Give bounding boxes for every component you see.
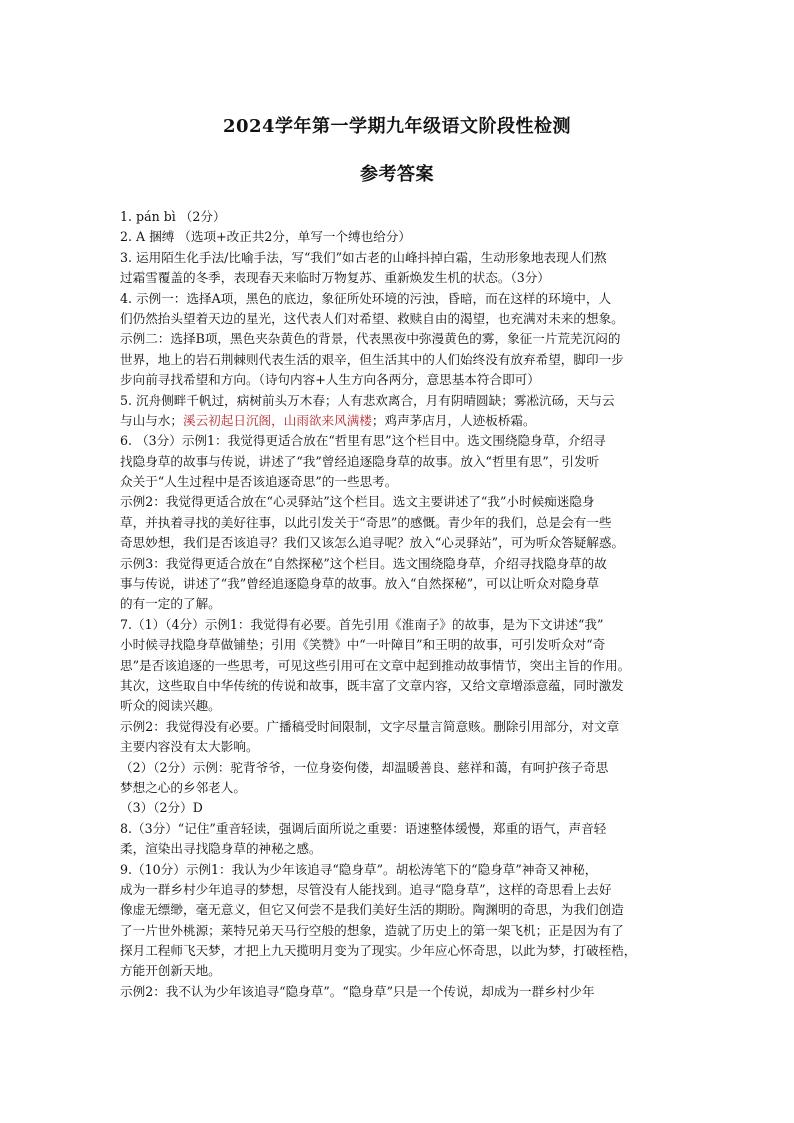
- answer-line: 小时候寻找隐身草做铺垫；引用《笑赞》中“一叶障目”和王明的故事，可引发听众对“奇: [120, 637, 606, 653]
- answer-line: 4. 示例一：选择A项，黑色的底边，象征所处环境的污浊，昏暗，而在这样的环境中，人: [120, 290, 612, 306]
- answer-line: 1. pán bì （2分）: [120, 209, 226, 224]
- answer-line: 示例3：我觉得更适合放在“自然探秘”这个栏目。选文围绕隐身草，介绍寻找隐身草的故: [120, 555, 607, 571]
- answer-line: 示例2：我不认为少年该追寻“隐身草”。“隐身草”只是一个传说，却成为一群乡村少年: [120, 983, 595, 999]
- answer-line: 了一片世外桃源；莱特兄弟天马行空般的想象，造就了历史上的第一架飞机；正是因为有了: [120, 922, 624, 938]
- answer-line: 示例二：选择B项，黑色夹杂黄色的背景，代表黑夜中弥漫黄色的雾，象征一片荒芜沉闷的: [120, 331, 621, 347]
- answer-line: （2）（2分）示例：驼背爷爷，一位身姿佝偻，却温暖善良、慈祥和蔼，有呵护孩子奇思: [120, 759, 609, 775]
- answer-line: 方能开创新天地。: [120, 963, 221, 979]
- page-title: 2024学年第一学期九年级语文阶段性检测: [222, 116, 572, 137]
- answer-line: （3）（2分）D: [120, 800, 203, 816]
- answer-line: 事与传说，讲述了“我”曾经追逐隐身草的故事。放入“自然探秘”，可以让听众对隐身草: [120, 576, 600, 592]
- answer-line: 奇思妙想，我们是否该追寻？我们又该怎么追寻呢？放入“心灵驿站”，可为听众答疑解惑。: [120, 535, 625, 551]
- line-suffix: ；鸡声茅店月，人迹板桥霜。: [371, 412, 536, 428]
- answer-line: 示例2：我觉得更适合放在“心灵驿站”这个栏目。选文主要讲述了“我”小时候痴迷隐身: [120, 494, 595, 510]
- answer-line: 听众的阅读兴趣。: [120, 698, 221, 714]
- answer-line: 其次，这些取自中华传统的传说和故事，既丰富了文章内容，又给文章增添意蕴，同时激发: [120, 677, 624, 693]
- answer-line: 5. 沉舟侧畔千帆过，病树前头万木春；人有悲欢离合，月有阴晴圆缺；雾凇沆砀，天与云: [120, 392, 615, 408]
- red-highlight-text: 溪云初起日沉阁，山雨欲来风满楼: [182, 412, 372, 428]
- answer-line: 世界，地上的岩石荆棘则代表生活的艰辛，但生活其中的人们始终没有放弃希望，脚印一步: [120, 351, 624, 367]
- answer-line: 草，并执着寻找的美好往事，以此引发关于“奇思”的感慨。青少年的我们，总是会有一些: [120, 514, 612, 530]
- answer-line: 探月工程师飞天梦，才把上九天揽明月变为了现实。少年应心怀奇思，以此为梦，打破桎梏，: [120, 943, 637, 959]
- page-subtitle: 参考答案: [360, 164, 434, 185]
- answer-line: 找隐身草的故事与传说，讲述了“我”曾经追逐隐身草的故事。放入“哲里有思”，引发听: [120, 453, 600, 469]
- answer-line: 众关于“人生过程中是否该追逐奇思”的一些思考。: [120, 474, 398, 490]
- answer-line: 过霜雪覆盖的冬季，表现春天来临时万物复苏、重新焕发生机的状态。（3分）: [120, 270, 550, 286]
- answer-body: [120, 207, 680, 1002]
- answer-line: 步向前寻找希望和方向。（诗句内容+人生方向各两分，意思基本符合即可）: [120, 372, 540, 388]
- answer-line: 6. （3分）示例1：我觉得更适合放在“哲里有思”这个栏目中。选文围绕隐身草，介绍寻: [120, 433, 606, 449]
- answer-line-with-highlight: [120, 411, 680, 431]
- line-prefix: 与山与水；: [120, 412, 183, 428]
- answer-line: 8.（3分）“记住”重音轻读，强调后面所说之重要：语速整体缓慢，郑重的语气，声音轻: [120, 820, 607, 836]
- answer-line: 像虚无缥缈，毫无意义，但它又何尝不是我们美好生活的期盼。陶渊明的奇思，为我们创造: [120, 902, 624, 918]
- answer-line: 7.（1）（4分）示例1：我觉得有必要。首先引用《淮南子》的故事，是为下文讲述“我”: [120, 616, 604, 632]
- answer-line: 3. 运用陌生化手法/比喻手法，写“我们”如古老的山峰抖掉白霜，生动形象地表现人们熬: [120, 249, 607, 265]
- answer-line: 柔，渲染出寻找隐身草的神秘之感。: [120, 841, 322, 857]
- answer-line: 们仍然抬头望着天边的星光，这代表人们对希望、救赎自由的渴望，也充满对未来的想象。: [120, 310, 624, 326]
- answer-line: 思”是否该追逐的一些思考，可见这些引用可在文章中起到推动故事情节，突出主旨的作用。: [120, 657, 631, 673]
- answer-line: 主要内容没有太大影响。: [120, 739, 259, 755]
- answer-line: 的有一定的了解。: [120, 596, 221, 612]
- answer-line: 2. A 捆缚 （选项+改正共2分，单写一个缚也给分）: [120, 229, 411, 245]
- answer-line: 成为一群乡村少年追寻的梦想，尽管没有人能找到。追寻“隐身草”，这样的奇思看上去好: [120, 881, 612, 897]
- answer-line: 示例2：我觉得没有必要。广播稿受时间限制，文字尽量言简意赅。删除引用部分，对文章: [120, 718, 620, 734]
- answer-line: 9.（10分）示例1：我认为少年该追寻“隐身草”。胡松涛笔下的“隐身草”神奇又神秘，: [120, 861, 598, 877]
- answer-line: 梦想之心的乡邻老人。: [120, 779, 246, 795]
